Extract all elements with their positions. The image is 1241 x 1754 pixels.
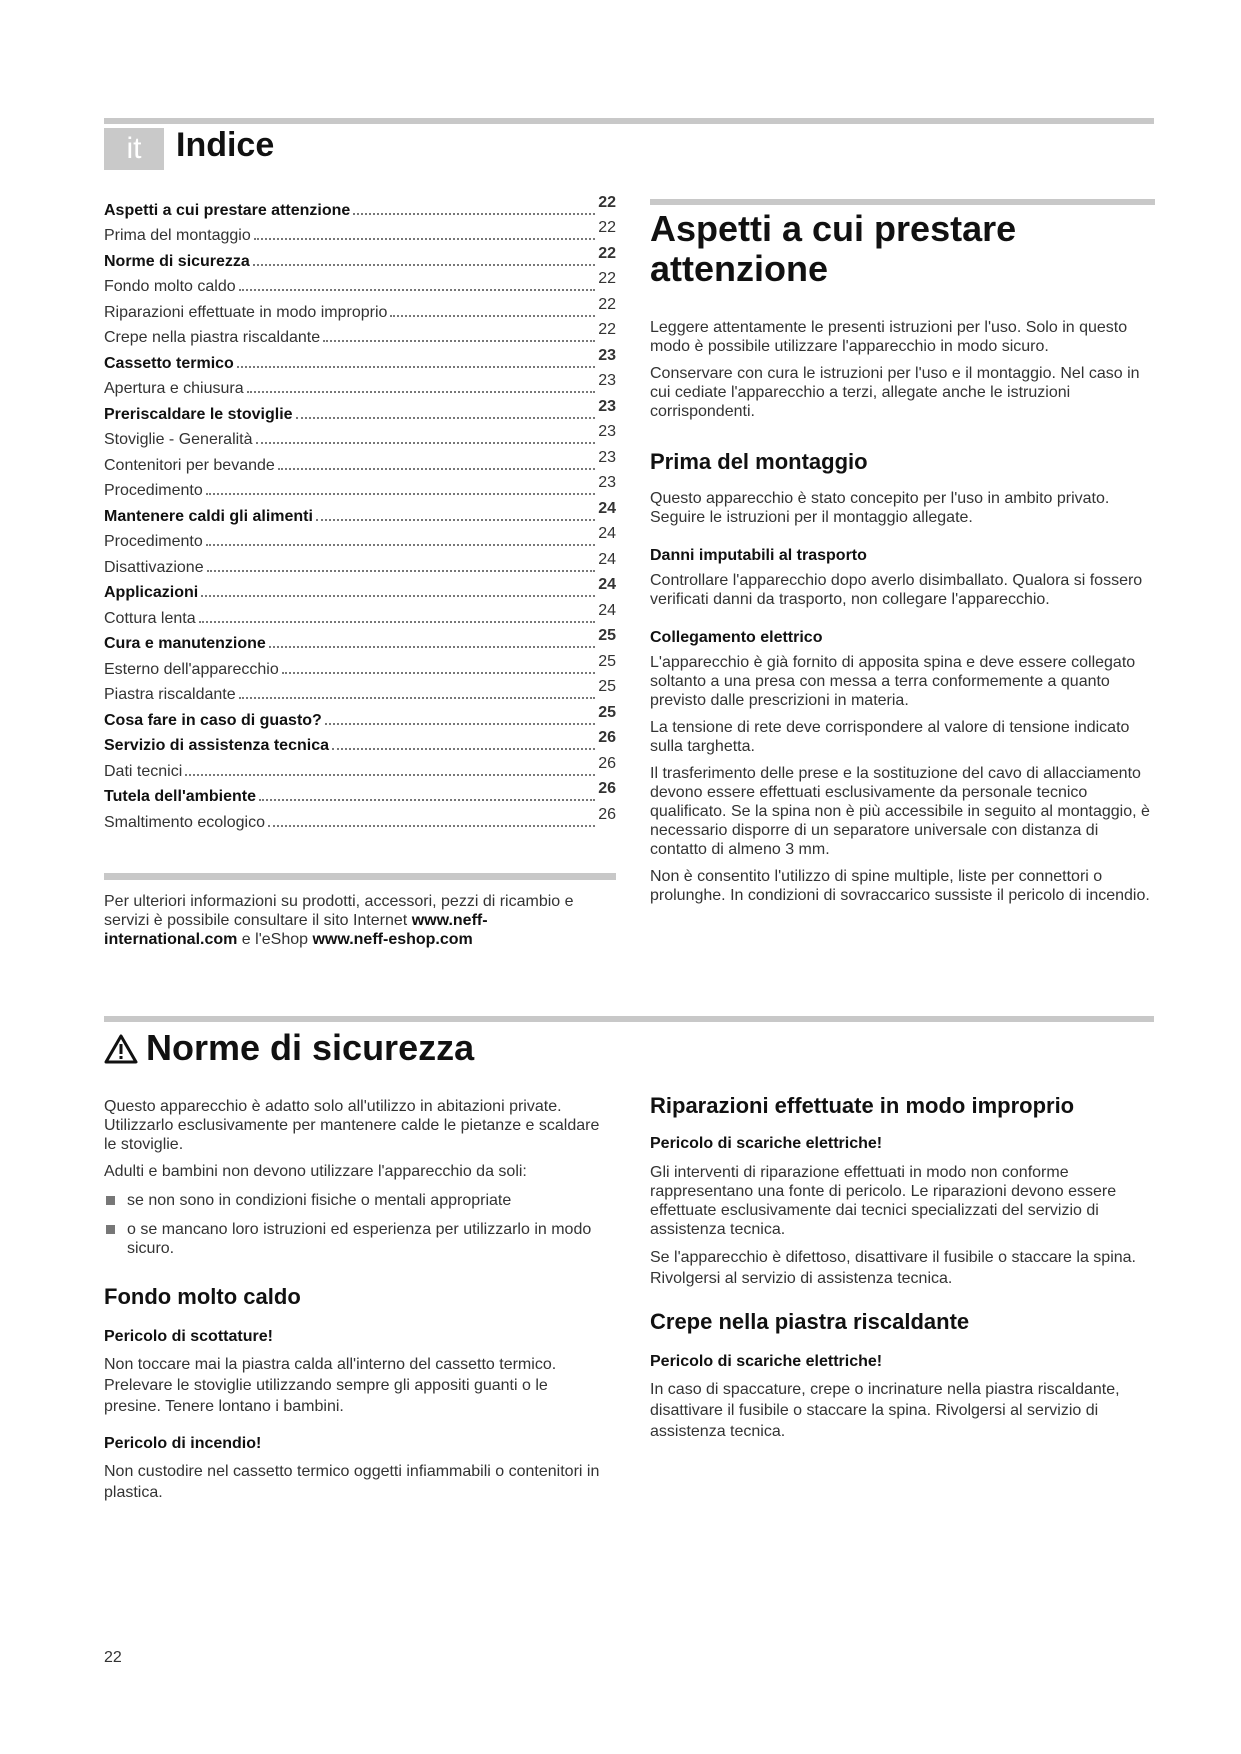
toc-entry-page: 26 bbox=[598, 729, 616, 746]
toc-entry-title: Applicazioni bbox=[104, 584, 199, 601]
incendio-paragraph: Non custodire nel cassetto termico oggetti infiammabili o contenitori in plastica. bbox=[104, 1463, 600, 1501]
toc-entry-title: Crepe nella piastra riscaldante bbox=[104, 329, 321, 346]
toc-dot-leader bbox=[256, 442, 596, 444]
toc-entry-page: 26 bbox=[598, 780, 616, 797]
toc-dot-leader bbox=[207, 570, 596, 572]
toc-entry-page: 25 bbox=[598, 703, 616, 721]
toc-entry-title: Norme di sicurezza bbox=[104, 252, 250, 270]
toc-entry[interactable] bbox=[104, 347, 616, 373]
toc-entry-page: 22 bbox=[598, 219, 616, 236]
norme-paragraph-2: Adulti e bambini non devono utilizzare l'apparecchio da soli: bbox=[104, 1163, 527, 1180]
aspetti-rule bbox=[650, 199, 1155, 205]
info-box bbox=[104, 892, 616, 949]
toc-dot-leader bbox=[206, 493, 595, 495]
toc-dot-leader bbox=[332, 748, 595, 750]
toc-dot-leader bbox=[259, 799, 595, 801]
list-item bbox=[104, 1220, 604, 1258]
aspetti-paragraph-2: Conservare con cura le istruzioni per l'uso e il montaggio. Nel caso in cui cediate l'apparecchio a terzi, allegate anche le istruzioni corrispondenti. bbox=[650, 365, 1140, 420]
toc-entry[interactable] bbox=[104, 628, 616, 654]
prima-montaggio-paragraph: Questo apparecchio è stato concepito per l'uso in ambito privato. Seguire le istruzioni per il montaggio allegate. bbox=[650, 490, 1110, 526]
info-mid-text: e l'eShop bbox=[237, 931, 313, 948]
collegamento-paragraph-4: Non è consentito l'utilizzo di spine multiple, liste per connettori o prolunghe. In condizioni di sovraccarico sussiste il pericolo di incendio. bbox=[650, 868, 1150, 904]
toc-dot-leader bbox=[353, 213, 595, 215]
index-title: Indice bbox=[176, 126, 275, 164]
toc-dot-leader bbox=[253, 264, 595, 266]
toc-dot-leader bbox=[239, 697, 596, 699]
toc-entry[interactable] bbox=[104, 679, 616, 705]
toc-entry-title: Cosa fare in caso di guasto? bbox=[104, 711, 322, 729]
aspetti-section bbox=[650, 209, 1155, 913]
toc-entry-title: Smaltimento ecologico bbox=[104, 813, 265, 831]
toc-dot-leader bbox=[201, 595, 595, 597]
toc-entry-title: Stoviglie - Generalità bbox=[104, 431, 253, 448]
toc-entry-page: 23 bbox=[598, 346, 616, 364]
table-of-contents bbox=[104, 194, 616, 832]
toc-dot-leader bbox=[199, 621, 596, 623]
toc-entry-title: Tutela dell'ambiente bbox=[104, 788, 256, 805]
toc-entry-title: Apertura e chiusura bbox=[104, 380, 244, 397]
toc-entry[interactable] bbox=[104, 526, 616, 552]
toc-entry-title: Fondo molto caldo bbox=[104, 278, 236, 295]
toc-entry-page: 23 bbox=[598, 448, 616, 466]
toc-dot-leader bbox=[390, 315, 595, 317]
header-rule bbox=[104, 118, 1154, 124]
toc-entry-title: Piastra riscaldante bbox=[104, 686, 236, 703]
toc-entry[interactable] bbox=[104, 220, 616, 246]
toc-entry-title: Cura e manutenzione bbox=[104, 635, 266, 652]
norme-title: Norme di sicurezza bbox=[146, 1027, 475, 1068]
toc-entry-page: 22 bbox=[598, 193, 616, 211]
toc-entry-title: Cottura lenta bbox=[104, 609, 196, 627]
toc-dot-leader bbox=[268, 825, 595, 827]
toc-entry[interactable] bbox=[104, 271, 616, 297]
pericolo-scottature-title: Pericolo di scottature! bbox=[104, 1328, 273, 1345]
toc-entry-page: 26 bbox=[598, 754, 616, 772]
neff-international-link[interactable]: www.neff-international.com bbox=[104, 912, 488, 948]
page-number: 22 bbox=[104, 1649, 122, 1666]
toc-dot-leader bbox=[316, 519, 595, 521]
toc-entry-title: Mantenere caldi gli alimenti bbox=[104, 507, 313, 525]
norme-left-column bbox=[104, 1097, 604, 1511]
toc-entry-title: Riparazioni effettuate in modo improprio bbox=[104, 303, 388, 321]
riparazioni-title: Riparazioni effettuate in modo improprio bbox=[650, 1093, 1075, 1118]
toc-entry[interactable] bbox=[104, 424, 616, 450]
toc-entry-title: Esterno dell'apparecchio bbox=[104, 660, 279, 678]
square-bullet-icon bbox=[106, 1225, 115, 1234]
toc-dot-leader bbox=[237, 366, 595, 368]
prima-montaggio-title: Prima del montaggio bbox=[650, 449, 868, 474]
crepe-pericolo-title: Pericolo di scariche elettriche! bbox=[650, 1353, 883, 1370]
toc-entry[interactable] bbox=[104, 245, 616, 271]
toc-entry[interactable] bbox=[104, 704, 616, 730]
toc-entry[interactable] bbox=[104, 781, 616, 807]
toc-entry[interactable] bbox=[104, 755, 616, 781]
toc-dot-leader bbox=[247, 391, 596, 393]
toc-entry-title: Servizio di assistenza tecnica bbox=[104, 737, 329, 754]
toc-dot-leader bbox=[206, 544, 595, 546]
toc-entry-page: 22 bbox=[598, 321, 616, 338]
toc-entry[interactable] bbox=[104, 322, 616, 348]
toc-dot-leader bbox=[296, 417, 596, 419]
toc-entry-page: 24 bbox=[598, 499, 616, 517]
toc-entry[interactable] bbox=[104, 296, 616, 322]
riparazioni-pericolo-title: Pericolo di scariche elettriche! bbox=[650, 1135, 883, 1152]
toc-entry-page: 25 bbox=[598, 652, 616, 670]
collegamento-paragraph-3: Il trasferimento delle prese e la sostituzione del cavo di allacciamento devono essere effettuati esclusivamente da personale tecnico qualificato. Se la spina non è più accessibile in seguito al montaggio, è necessario disporre di un separatore universale con distanza di contatto di almeno 3 mm. bbox=[650, 765, 1150, 858]
toc-entry[interactable] bbox=[104, 194, 616, 220]
toc-entry-title: Procedimento bbox=[104, 533, 203, 550]
riparazioni-paragraph-1: Gli interventi di riparazione effettuati in modo non conforme rappresentano una fonte di pericolo. Le riparazioni devono essere effettuate esclusivamente dai tecnici specializzati del servizio di assistenza tecnica. bbox=[650, 1164, 1117, 1238]
toc-entry[interactable] bbox=[104, 475, 616, 501]
toc-entry[interactable] bbox=[104, 577, 616, 603]
toc-entry[interactable] bbox=[104, 449, 616, 475]
aspetti-paragraph-1: Leggere attentamente le presenti istruzioni per l'uso. Solo in questo modo è possibile utilizzare l'apparecchio in modo sicuro. bbox=[650, 319, 1128, 355]
collegamento-elettrico-title: Collegamento elettrico bbox=[650, 629, 823, 646]
toc-entry-page: 24 bbox=[598, 525, 616, 542]
toc-entry-title: Aspetti a cui prestare attenzione bbox=[104, 201, 351, 219]
collegamento-paragraph-1: L'apparecchio è già fornito di apposita spina e deve essere collegato soltanto a una presa con messa a terra conformemente a quanto previsto dalle prescrizioni in materia. bbox=[650, 654, 1136, 709]
toc-entry-title: Procedimento bbox=[104, 482, 203, 499]
toc-entry-page: 25 bbox=[598, 627, 616, 644]
crepe-paragraph: In caso di spaccature, crepe o incrinature nella piastra riscaldante, disattivare il fusibile o staccare la spina. Rivolgersi al servizio di assistenza tecnica. bbox=[650, 1381, 1120, 1440]
toc-entry[interactable] bbox=[104, 602, 616, 628]
pericolo-incendio-title: Pericolo di incendio! bbox=[104, 1435, 262, 1452]
crepe-title: Crepe nella piastra riscaldante bbox=[650, 1309, 970, 1334]
toc-entry-page: 23 bbox=[598, 474, 616, 491]
toc-entry-page: 25 bbox=[598, 678, 616, 695]
danni-trasporto-paragraph: Controllare l'apparecchio dopo averlo disimballato. Qualora si fossero verificati danni da trasporto, non collegare l'apparecchio. bbox=[650, 572, 1143, 608]
toc-entry[interactable] bbox=[104, 730, 616, 756]
toc-entry[interactable] bbox=[104, 806, 616, 832]
norme-heading bbox=[104, 1028, 474, 1072]
toc-dot-leader bbox=[239, 289, 596, 291]
norme-rule bbox=[104, 1016, 1154, 1022]
toc-entry-page: 24 bbox=[598, 601, 616, 619]
scottature-paragraph: Non toccare mai la piastra calda all'interno del cassetto termico. Prelevare le stoviglie utilizzando sempre gli appositi guanti o le presine. Tenere lontano i bambini. bbox=[104, 1356, 557, 1415]
norme-right-column bbox=[650, 1093, 1155, 1450]
toc-entry-page: 23 bbox=[598, 423, 616, 440]
toc-entry-page: 22 bbox=[598, 270, 616, 287]
danni-trasporto-title: Danni imputabili al trasporto bbox=[650, 547, 867, 564]
toc-dot-leader bbox=[269, 646, 595, 648]
toc-entry-page: 23 bbox=[598, 397, 616, 415]
norme-paragraph-1: Questo apparecchio è adatto solo all'utilizzo in abitazioni private. Utilizzarlo esclusivamente per mantenere calde le pietanze e scaldare le stoviglie. bbox=[104, 1098, 600, 1153]
list-item bbox=[104, 1191, 604, 1210]
riparazioni-paragraph-2: Se l'apparecchio è difettoso, disattivare il fusibile o staccare la spina. Rivolgersi al servizio di assistenza tecnica. bbox=[650, 1249, 1136, 1287]
toc-entry-title: Dati tecnici bbox=[104, 762, 183, 780]
toc-entry[interactable] bbox=[104, 653, 616, 679]
language-tag: it bbox=[104, 128, 164, 170]
toc-entry-title: Disattivazione bbox=[104, 558, 204, 576]
info-box-rule bbox=[104, 873, 616, 880]
toc-dot-leader bbox=[254, 238, 595, 240]
toc-entry[interactable] bbox=[104, 551, 616, 577]
toc-entry[interactable] bbox=[104, 500, 616, 526]
toc-dot-leader bbox=[323, 340, 595, 342]
aspetti-title: Aspetti a cui prestare attenzione bbox=[650, 208, 1017, 289]
toc-entry-title: Cassetto termico bbox=[104, 354, 234, 372]
toc-entry-page: 23 bbox=[598, 372, 616, 389]
toc-entry-title: Contenitori per bevande bbox=[104, 456, 275, 474]
toc-entry-page: 24 bbox=[598, 550, 616, 568]
toc-dot-leader bbox=[185, 774, 595, 776]
toc-entry-page: 22 bbox=[598, 295, 616, 313]
info-text: Per ulteriori informazioni su prodotti, accessori, pezzi di ricambio e servizi è possibile consultare il sito Internet bbox=[104, 893, 574, 929]
toc-dot-leader bbox=[278, 468, 595, 470]
toc-entry-page: 22 bbox=[598, 244, 616, 262]
bullet-text: o se mancano loro istruzioni ed esperienza per utilizzarlo in modo sicuro. bbox=[127, 1221, 592, 1257]
bullet-text: se non sono in condizioni fisiche o mentali appropriate bbox=[127, 1192, 512, 1209]
warning-triangle-icon bbox=[104, 1032, 138, 1072]
toc-entry-title: Prima del montaggio bbox=[104, 227, 251, 244]
fondo-caldo-title: Fondo molto caldo bbox=[104, 1284, 301, 1309]
toc-dot-leader bbox=[282, 672, 595, 674]
toc-entry-page: 24 bbox=[598, 576, 616, 593]
square-bullet-icon bbox=[106, 1196, 115, 1205]
toc-entry-page: 26 bbox=[598, 805, 616, 823]
toc-entry-title: Preriscaldare le stoviglie bbox=[104, 405, 293, 423]
collegamento-paragraph-2: La tensione di rete deve corrispondere al valore di tensione indicato sulla targhetta. bbox=[650, 719, 1130, 755]
toc-entry[interactable] bbox=[104, 373, 616, 399]
toc-entry[interactable] bbox=[104, 398, 616, 424]
neff-eshop-link[interactable]: www.neff-eshop.com bbox=[312, 931, 473, 948]
toc-dot-leader bbox=[325, 723, 595, 725]
